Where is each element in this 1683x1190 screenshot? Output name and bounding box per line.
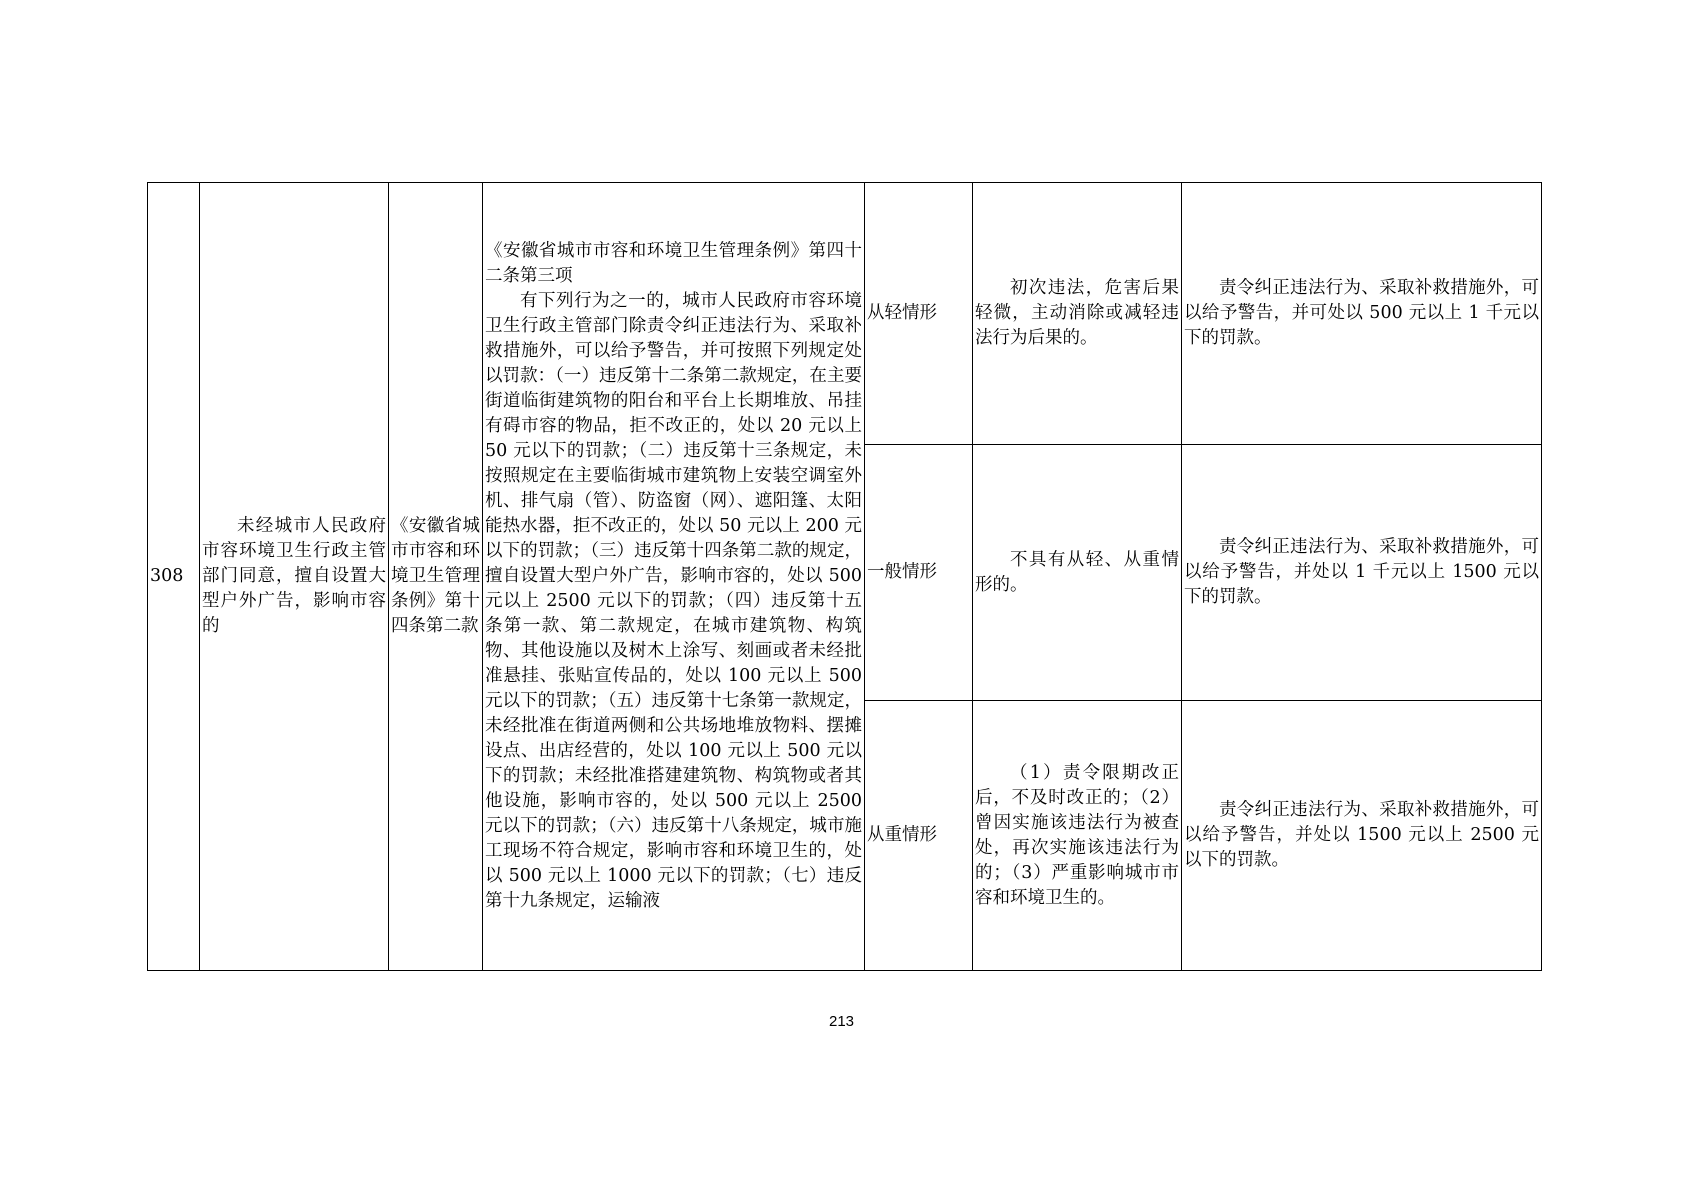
condition-general: 不具有从轻、从重情形的。 <box>973 445 1182 701</box>
level-general: 一般情形 <box>865 445 973 701</box>
legal-basis: 《安徽省城市市容和环境卫生管理条例》第十四条第二款 <box>389 183 483 971</box>
penalty-basis-text: 有下列行为之一的，城市人民政府市容环境卫生行政主管部门除责令纠正违法行为、采取补救措施外，可以给予警告，并可按照下列规定处以罚款：（一）违反第十二条第二款规定，在主要街道临街建筑物的阳台和平台上长期堆放、吊挂有碍市容的物品，拒不改正的，处以 20 元以上 50 元以下的罚款；（二）违反第十三条规定，未按照规定在主要临街城市建筑物上安装空调室外机、排气扇（管）、防盗窗（网）、遮阳篷、太阳能热水器，拒不改正的，处以 50 元以上 200 元以下的罚款；（三）违反第十四条第二款的规定，擅自设置大型户外广告，影响市容的，处以 500 元以上 2500 元以下的罚款；（四）违反第十五条第一款、第二款规定，在城市建筑物、构筑物、其他设施以及树木上涂写、刻画或者未经批准悬挂、张贴宣传品的，处以 100 元以上 500 元以下的罚款；（五）违反第十七条第一款规定，未经批准在街道两侧和公共场地堆放物料、摆摊设点、出店经营的，处以 100 元以上 500 元以下的罚款；未经批准搭建建筑物、构筑物或者其他设施，影响市容的，处以 500 元以上 2500 元以下的罚款；（六）违反第十八条规定，城市施工现场不符合规定，影响市容和环境卫生的，处以 500 元以上 1000 元以下的罚款；（七）违反第十九条规定，运输液 <box>485 291 862 911</box>
penalty-basis-heading: 《安徽省城市市容和环境卫生管理条例》第四十二条第三项 <box>485 241 862 286</box>
penalty-table <box>147 182 1542 971</box>
penalty-severe: 责令纠正违法行为、采取补救措施外，可以给予警告，并处以 1500 元以上 2500 元以下的罚款。 <box>1182 701 1542 971</box>
penalty-general: 责令纠正违法行为、采取补救措施外，可以给予警告，并处以 1 千元以上 1500 元以下的罚款。 <box>1182 445 1542 701</box>
row-number: 308 <box>148 183 200 971</box>
level-lenient: 从轻情形 <box>865 183 973 445</box>
condition-lenient: 初次违法，危害后果轻微，主动消除或减轻违法行为后果的。 <box>973 183 1182 445</box>
violation-description: 未经城市人民政府市容环境卫生行政主管部门同意，擅自设置大型户外广告，影响市容的 <box>200 183 389 971</box>
penalty-basis <box>483 183 865 971</box>
condition-severe: （1）责令限期改正后，不及时改正的；（2）曾因实施该违法行为被查处，再次实施该违法行为的；（3）严重影响城市市容和环境卫生的。 <box>973 701 1182 971</box>
page-number: 213 <box>828 1013 855 1030</box>
penalty-lenient: 责令纠正违法行为、采取补救措施外，可以给予警告，并可处以 500 元以上 1 千元以下的罚款。 <box>1182 183 1542 445</box>
level-severe: 从重情形 <box>865 701 973 971</box>
table-row <box>148 183 1542 445</box>
